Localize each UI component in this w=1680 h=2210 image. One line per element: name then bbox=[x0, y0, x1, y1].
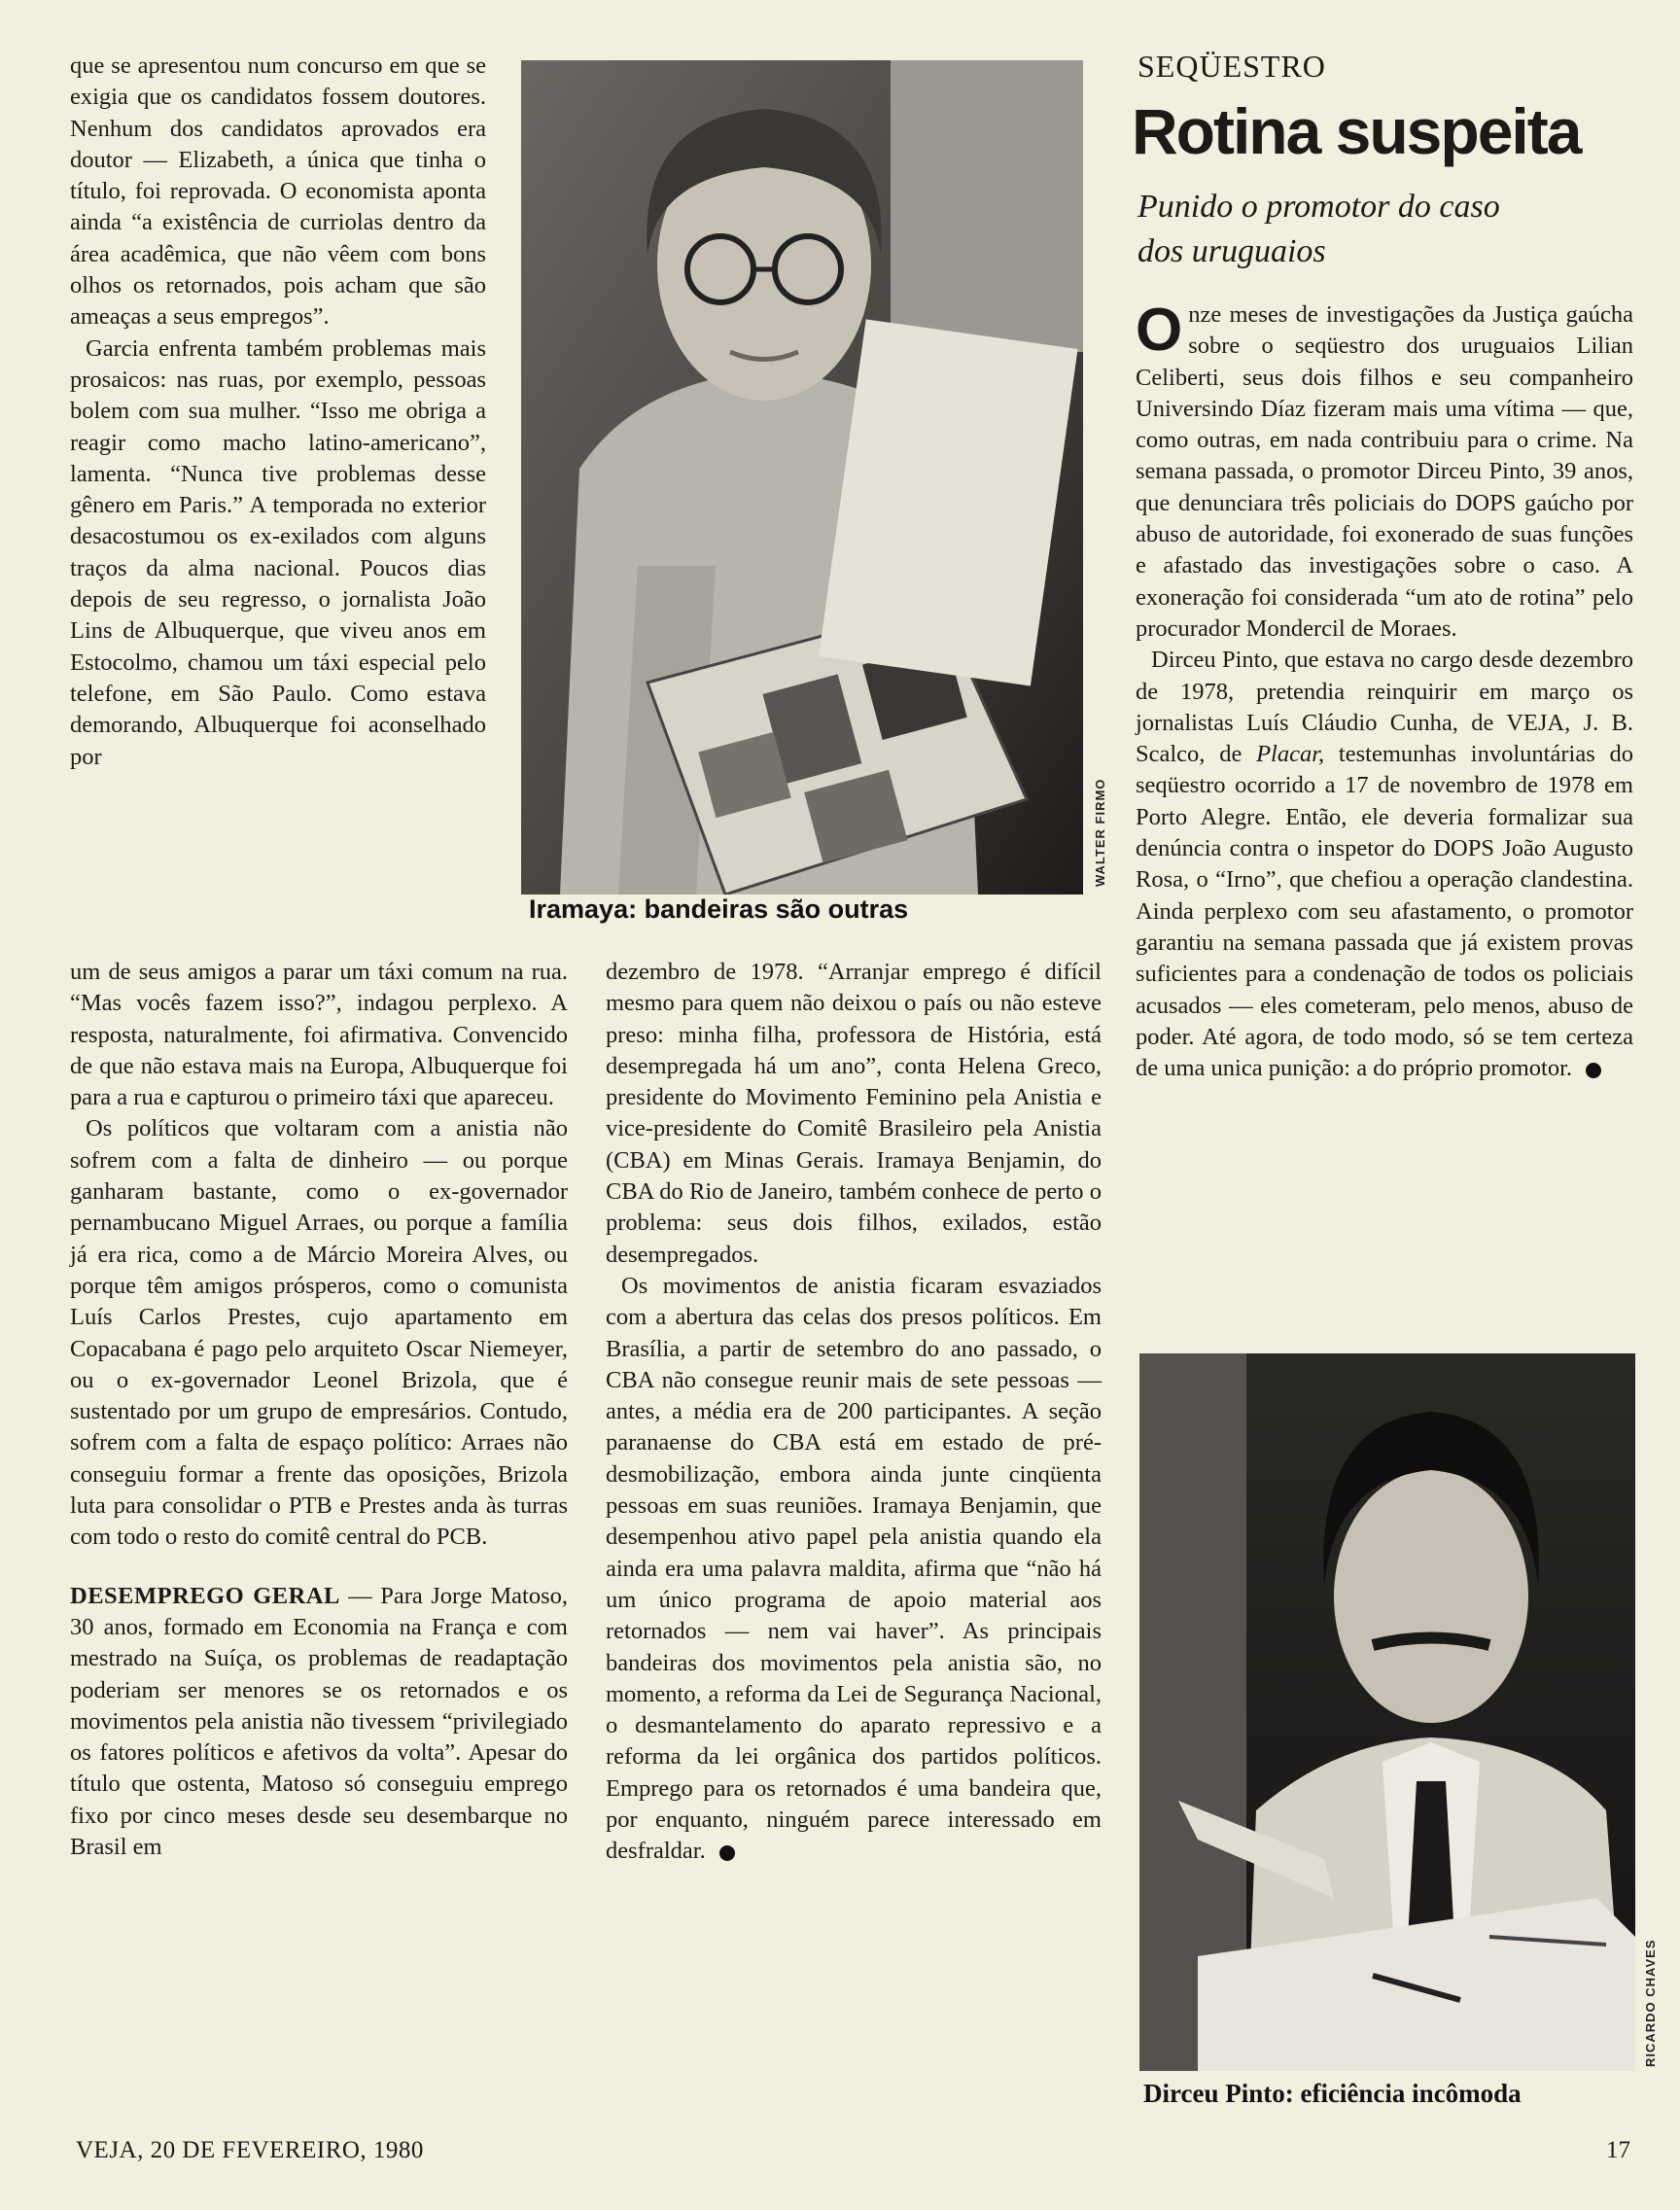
sidebar-body bbox=[1136, 299, 1633, 1084]
paragraph: dezembro de 1978. “Arranjar emprego é difícil mesmo para quem não deixou o país ou não esteve preso: minha filha, professora de História, está desempregada há um ano”, conta Helena Greco, presidente do Movimento Feminino pela Anistia e vice-presidente do Comitê Brasileiro pela Anistia (CBA) em Minas Gerais. Iramaya Benjamin, do CBA do Rio de Janeiro, também conhece de perto o problema: seus dois filhos, exilados, estão desempregados. bbox=[606, 959, 1102, 1268]
subheading: DESEMPREGO GERAL bbox=[70, 1582, 340, 1609]
end-bullet bbox=[719, 1845, 735, 1861]
paragraph: Dirceu Pinto, que estava no cargo desde dezembro de 1978, pretendia reinquirir em março os jornalistas Luís Cláudio Cunha, de VEJA, J. B. Scalco, de Placar, testemunhas involuntárias do seqüestro ocorrido a 17 de novembro de 1978 em Porto Alegre. Então, ele deveria formalizar sua denúncia contra o inspetor do DOPS João Augusto Rosa, o “Irno”, que chefiou a operação clandestina. Ainda perplexo com seu afastamento, o promotor garantiu na semana passada que já existem provas suficientes para a condenação de todos os policiais acusados — eles cometeram, pelo menos, abuso de poder. Até agora, de todo modo, só se tem certeza de uma unica punição: a do próprio promotor. bbox=[1136, 647, 1633, 1082]
column-2 bbox=[606, 957, 1102, 1868]
paragraph: que se apresentou num concurso em que se exigia que os candidatos fossem doutores. Nenhum dos candidatos aprovados era doutor — Elizabeth, a única que tinha o título, foi reprovada. O economista aponta ainda “a existência de curriolas dentro da área acadêmica, que não vêem com bons olhos os retornados, pois acham que são ameaças a seus empregos”. bbox=[70, 53, 486, 331]
sidebar-kicker: SEQÜESTRO bbox=[1138, 49, 1326, 84]
column-1-upper bbox=[70, 51, 486, 773]
paragraph: um de seus amigos a parar um táxi comum na rua. “Mas vocês fazem isso?”, indagou perplexo. A resposta, naturalmente, foi afirmativa. Convencido de que não estava mais na Europa, Albuquerque foi para a rua e capturou o primeiro táxi que apareceu. bbox=[70, 959, 568, 1111]
photo-caption: Dirceu Pinto: eficiência incômoda bbox=[1143, 2079, 1522, 2108]
photo-dirceu-pinto bbox=[1139, 1353, 1635, 2071]
dropcap: O bbox=[1136, 297, 1183, 364]
paragraph: Os movimentos de anistia ficaram esvaziados com a abertura das celas dos presos políticos. Em Brasília, a partir de setembro do ano passado, o CBA não consegue reunir mais de sete pessoas — antes, a média era de 200 participantes. A seção paranaense do CBA está em estado de pré-desmobilização, embora ainda junte cinqüenta pessoas em suas reuniões. Iramaya Benjamin, que desempenhou ativo papel pela anistia quando ela ainda era uma palavra maldita, afirma que “não há um único programa de apoio material aos retornados — nem vai haver”. As principais bandeiras dos movimentos pela anistia são, no momento, a reforma da Lei de Segurança Nacional, o desmantelamento do aparato repressivo e a reforma da lei orgânica dos partidos políticos. Emprego para os retornados é uma bandeira que, por enquanto, ninguém parece interessado em desfraldar. bbox=[606, 1272, 1102, 1865]
photo-credit: RICARDO CHAVES bbox=[1643, 1939, 1658, 2067]
photo-iramaya bbox=[521, 60, 1083, 895]
page-number: 17 bbox=[1606, 2137, 1630, 2163]
sidebar-headline: Rotina suspeita bbox=[1132, 95, 1581, 167]
column-1-lower bbox=[70, 957, 568, 1863]
portrait-woman-image bbox=[521, 60, 1083, 895]
sidebar-deck: Punido o promotor do caso dos uruguaios bbox=[1138, 189, 1500, 269]
portrait-man-image bbox=[1139, 1353, 1635, 2071]
photo-credit: WALTER FIRMO bbox=[1093, 778, 1107, 887]
paragraph: Onze meses de investigações da Justiça gaúcha sobre o seqüestro dos uruguaios Lilian Celiberti, seus dois filhos e seu companheiro Universindo Díaz fizeram mais uma vítima — que, como outras, em nada contribuiu para o crime. Na semana passada, o promotor Dirceu Pinto, 39 anos, que denunciara três policiais do DOPS gaúcho por abuso de autoridade, foi exonerado de suas funções e afastado das investigações sobre o caso. A exoneração foi considerada “um ato de rotina” pelo procurador Mondercil de Moraes. bbox=[1136, 297, 1633, 642]
footer-issue: VEJA, 20 DE FEVEREIRO, 1980 bbox=[76, 2137, 424, 2163]
end-bullet bbox=[1586, 1063, 1601, 1078]
paragraph: Os políticos que voltaram com a anistia não sofrem com a falta de dinheiro — ou porque ganharam bastante, como o ex-governador pernambucano Miguel Arraes, ou porque a família já era rica, como a de Márcio Moreira Alves, ou porque têm amigos prósperos, como o comunista Luís Carlos Prestes, cujo apartamento em Copacabana é pago pelo arquiteto Oscar Niemeyer, ou o ex-governador Leonel Brizola, que é sustentado por um grupo de empresários. Contudo, sofrem com a falta de espaço político: Arraes não conseguiu formar a frente das oposições, Brizola luta para consolidar o PTB e Prestes anda às turras com todo o resto do comitê central do PCB. bbox=[70, 1115, 568, 1551]
photo-caption: Iramaya: bandeiras são outras bbox=[529, 895, 909, 924]
paragraph: Garcia enfrenta também problemas mais prosaicos: nas ruas, por exemplo, pessoas bolem com sua mulher. “Isso me obriga a reagir como macho latino-americano”, lamenta. “Nunca tive problemas desse gênero em Paris.” A temporada no exterior desacostumou os ex-exilados com alguns traços da alma nacional. Poucos dias depois de seu regresso, o jornalista João Lins de Albuquerque, que viveu anos em Estocolmo, chamou um táxi especial pelo telefone, em São Paulo. Como estava demorando, Albuquerque foi aconselhado por bbox=[70, 334, 486, 770]
paragraph: DESEMPREGO GERAL — Para Jorge Matoso, 30 anos, formado em Economia na França e com mestrado na Suíça, os problemas de readaptação poderiam ser menores se os retornados e os movimentos pela anistia não tivessem “privilegiado os fatores políticos e afetivos da volta”. Apesar do título que ostenta, Matoso só conseguiu emprego fixo por cinco meses desde seu desembarque no Brasil em bbox=[70, 1582, 568, 1861]
